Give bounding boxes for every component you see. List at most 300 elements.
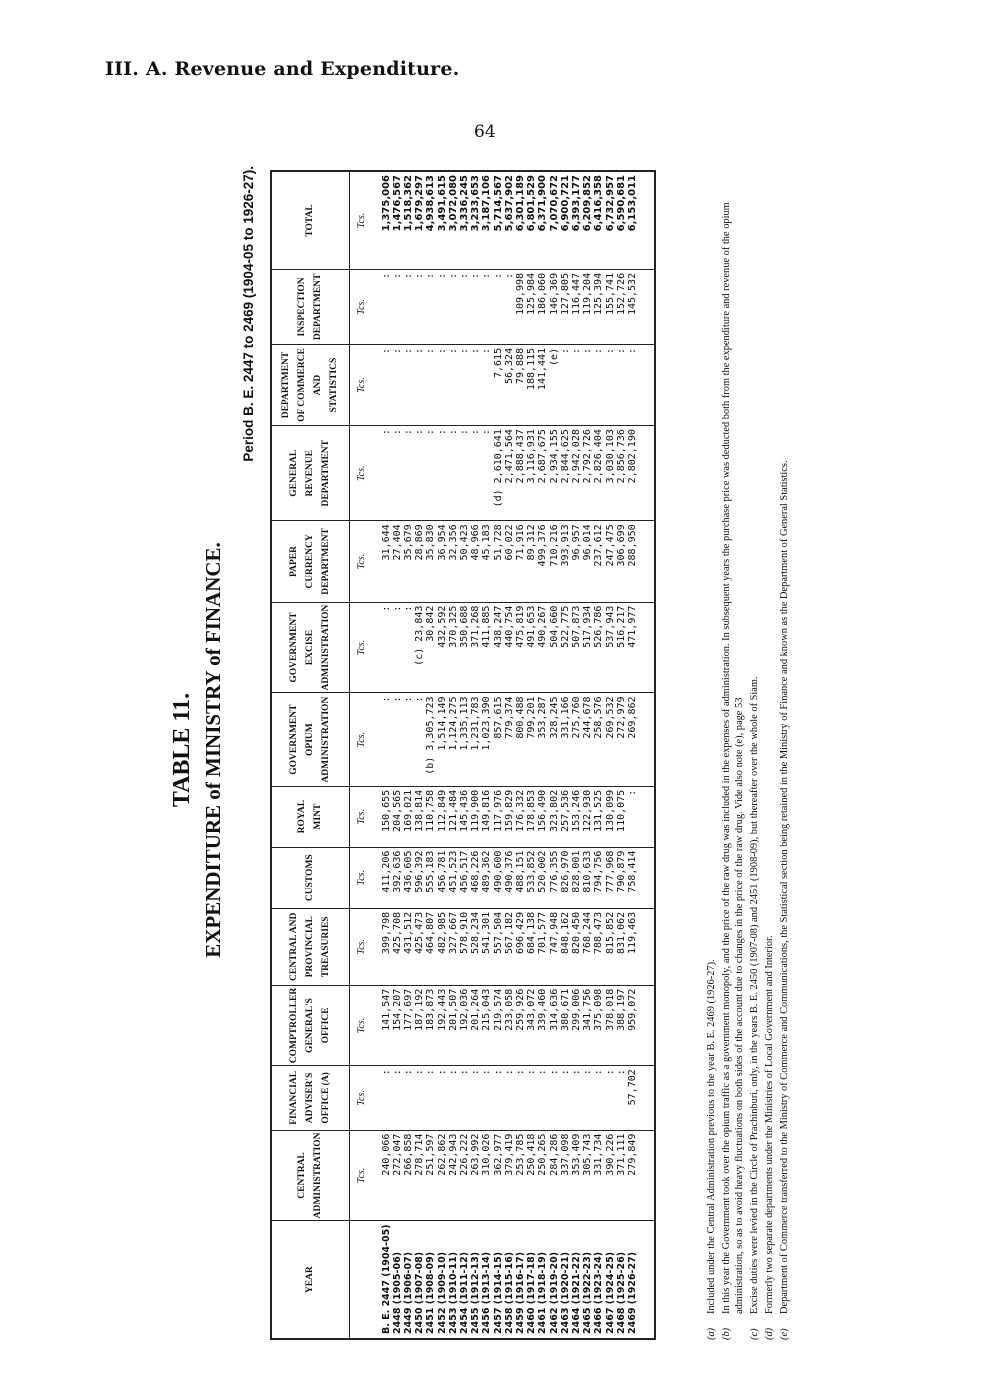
table-row [571,171,582,1339]
total-cell: 6,371,900 [537,171,548,269]
value-cell: 3,030,103 [605,426,616,521]
value-cell: (c) 23,843 [414,602,425,693]
year-cell: 2464 (1921-22) [571,1221,582,1339]
value-cell: 794,756 [593,847,604,908]
value-cell: : [448,344,459,425]
value-cell: 247,475 [605,521,616,602]
footnote-text: Included under the Central Administration previous to the year B. E. 2469 (1926-27). [706,959,717,1314]
year-cell: 2457 (1914-15) [493,1221,504,1339]
total-cell: 4,938,613 [425,171,436,269]
value-cell: : [593,1066,604,1130]
value-cell: 380,671 [560,985,571,1065]
column-header: FINANCIAL ADVISER'S OFFICE (A) [271,1066,349,1130]
value-cell: 337,098 [560,1130,571,1221]
value-cell: 520,002 [537,847,548,908]
footnote-text: Department of Commerce transferred to the Ministry of Commerce and Communications, the Statistical section being retained in the Ministry of Finance and known as the Department of General Statistics. [779,460,790,1314]
spacer-cell [638,602,655,693]
spacer-cell [638,171,655,269]
value-cell: 269,862 [627,693,638,786]
year-cell: 2461 (1918-19) [537,1221,548,1339]
value-cell: 269,532 [605,693,616,786]
value-cell: : [560,1066,571,1130]
value-cell: 226,222 [459,1130,470,1221]
value-cell: : [392,1066,403,1130]
value-cell: 127,805 [560,269,571,344]
value-cell: : [381,426,392,521]
value-cell: 201,507 [448,985,459,1065]
value-cell: 141,547 [381,985,392,1065]
value-cell: 790,879 [616,847,627,908]
total-cell: 7,070,672 [549,171,560,269]
value-cell: 35,679 [403,521,414,602]
year-cell: 2449 (1906-07) [403,1221,414,1339]
unit-cell: Tcs. [349,171,381,269]
value-cell: : [593,344,604,425]
value-cell: 27,404 [392,521,403,602]
value-cell: : [392,344,403,425]
value-cell: 350,688 [459,602,470,693]
value-cell: 57,702 [627,1066,638,1130]
year-cell: 2462 (1919-20) [549,1221,560,1339]
year-cell: 2453 (1910-11) [448,1221,459,1339]
value-cell: 125,394 [593,269,604,344]
column-header: TOTAL [271,171,349,269]
value-cell: 431,512 [403,908,414,985]
value-cell: 800,488 [515,693,526,786]
value-cell: 411,206 [381,847,392,908]
total-cell: 3,491,615 [437,171,448,269]
value-cell: : [481,344,492,425]
value-cell: 119,204 [582,269,593,344]
value-cell: : [537,1066,548,1130]
value-cell: 2,856,736 [616,426,627,521]
value-cell: 826,970 [560,847,571,908]
value-cell: : [481,426,492,521]
value-cell: 331,166 [560,693,571,786]
value-cell: 537,943 [605,602,616,693]
value-cell: 156,490 [537,786,548,847]
footnote [778,170,791,1340]
value-cell: 237,612 [593,521,604,602]
value-cell: (d) 2,610,641 [493,426,504,521]
value-cell: : [504,1066,515,1130]
value-cell: 810,633 [582,847,593,908]
value-cell: : [605,1066,616,1130]
value-cell: : [392,602,403,693]
column-header: ROYAL MINT [271,786,349,847]
value-cell: 578,910 [459,908,470,985]
column-header: GOVERNMENT OPIUM ADMINISTRATION [271,693,349,786]
value-cell: 456,517 [459,847,470,908]
table-row [403,171,414,1339]
value-cell: : [425,426,436,521]
unit-row [349,171,381,1339]
footnote [763,170,776,1340]
value-cell: 51,728 [493,521,504,602]
unit-cell: Tcs. [349,693,381,786]
value-cell: 432,592 [437,602,448,693]
value-cell: 517,934 [582,602,593,693]
total-cell: 1,476,567 [392,171,403,269]
value-cell: 240,066 [381,1130,392,1221]
value-cell: 341,756 [582,985,593,1065]
value-cell: : [582,344,593,425]
value-cell: 768,244 [582,908,593,985]
value-cell: 169,021 [403,786,414,847]
value-cell: 701,577 [537,908,548,985]
table-row [582,171,593,1339]
value-cell: 2,471,564 [504,426,515,521]
value-cell: 215,043 [481,985,492,1065]
value-cell: 820,450 [571,908,582,985]
table-row [549,171,560,1339]
table-row [493,171,504,1339]
year-cell: 2468 (1925-26) [616,1221,627,1339]
rotated-table-page [145,160,865,1340]
value-cell: 390,226 [605,1130,616,1221]
value-cell: 253,785 [515,1130,526,1221]
value-cell: 343,072 [526,985,537,1065]
value-cell: 284,286 [549,1130,560,1221]
value-cell: 491,653 [526,602,537,693]
value-cell: : [403,269,414,344]
value-cell: 176,332 [515,786,526,847]
value-cell: 499,376 [537,521,548,602]
value-cell: 2,934,155 [549,426,560,521]
table-bottom-spacer [638,171,655,1339]
column-header: CENTRAL AND PROVINCIAL TREASURIES [271,908,349,985]
value-cell: : [481,1066,492,1130]
value-cell: 79,888 [515,344,526,425]
value-cell: 146,369 [549,269,560,344]
column-header: DEPARTMENT OF COMMERCE AND STATISTICS [271,344,349,425]
value-cell: 96,014 [582,521,593,602]
value-cell: 596,392 [414,847,425,908]
table-row [392,171,403,1339]
value-cell: 331,734 [593,1130,604,1221]
year-cell: 2459 (1916-17) [515,1221,526,1339]
value-cell: : [493,269,504,344]
value-cell: 828,001 [571,847,582,908]
value-cell: 96,957 [571,521,582,602]
value-cell: : [414,344,425,425]
value-cell: 533,852 [526,847,537,908]
value-cell: 488,151 [515,847,526,908]
unit-cell: Tcs. [349,1130,381,1221]
value-cell: : [481,269,492,344]
unit-cell: Tcs. [349,344,381,425]
total-cell: 5,637,902 [504,171,515,269]
value-cell: 2,826,404 [593,426,604,521]
spacer-cell [638,1221,655,1339]
value-cell: : [403,1066,414,1130]
value-cell: 353,409 [571,1130,582,1221]
value-cell: 475,819 [515,602,526,693]
table-row [437,171,448,1339]
value-cell: 848,162 [560,908,571,985]
value-cell: 154,207 [392,985,403,1065]
value-cell: 779,374 [504,693,515,786]
value-cell: 425,473 [414,908,425,985]
value-cell: 306,699 [616,521,627,602]
value-cell: 557,504 [493,908,504,985]
value-cell: 116,447 [571,269,582,344]
total-cell: 6,801,529 [526,171,537,269]
value-cell: 399,798 [381,908,392,985]
value-cell: : [403,426,414,521]
table-row [448,171,459,1339]
value-cell: 305,743 [582,1130,593,1221]
value-cell: : [381,693,392,786]
value-cell: 438,247 [493,602,504,693]
value-cell: 35,830 [425,521,436,602]
value-cell: : [459,344,470,425]
table-row [526,171,537,1339]
table-row [593,171,604,1339]
value-cell: 125,984 [526,269,537,344]
value-cell: : [392,693,403,786]
total-cell: 1,679,297 [414,171,425,269]
unit-cell: Tcs. [349,521,381,602]
value-cell: : [571,344,582,425]
spacer-cell [638,908,655,985]
value-cell: 56,324 [504,344,515,425]
value-cell: 112,849 [437,786,448,847]
value-cell: 371,268 [470,602,481,693]
value-cell: : [437,1066,448,1130]
value-cell: : [515,1066,526,1130]
year-cell: 2458 (1915-16) [504,1221,515,1339]
value-cell: 2,844,625 [560,426,571,521]
value-cell: 2,942,028 [571,426,582,521]
value-cell: 2,802,190 [627,426,638,521]
value-cell: : [381,602,392,693]
value-cell: : [448,1066,459,1130]
total-cell: 6,209,852 [582,171,593,269]
value-cell: 89,312 [526,521,537,602]
total-cell: 3,072,080 [448,171,459,269]
footnote [720,170,746,1340]
year-cell: 2466 (1923-24) [593,1221,604,1339]
value-cell: 451,523 [448,847,459,908]
value-cell: 244,678 [582,693,593,786]
value-cell: : [414,693,425,786]
value-cell: : [616,1066,627,1130]
value-cell: 131,525 [593,786,604,847]
footnote-text: In this year the Government took over the opium traffic as a government monopoly, and the price of the raw drug was included in the expenses of administration. In subsequent years the purchase price was deducted both from the expenditure and revenue of the opium administration, so as to avoid heavy fluctuations on both sides of the account due to changes in the price of the raw drug. Vide also note (e), page 53 [721,202,745,1314]
total-cell: 1,518,362 [403,171,414,269]
value-cell: 490,376 [504,847,515,908]
value-cell: : [493,1066,504,1130]
table-title: TABLE 11. [169,692,195,808]
value-cell: 263,992 [470,1130,481,1221]
value-cell: 516,217 [616,602,627,693]
value-cell: 327,667 [448,908,459,985]
value-cell: 411,885 [481,602,492,693]
unit-cell: Tcs. [349,269,381,344]
value-cell: 541,301 [481,908,492,985]
value-cell: 815,852 [605,908,616,985]
value-cell: : [470,269,481,344]
footnote [705,170,718,1340]
value-cell: 71,916 [515,521,526,602]
value-cell: 242,943 [448,1130,459,1221]
value-cell: : [448,269,459,344]
value-cell: 370,325 [448,602,459,693]
value-cell: 177,697 [403,985,414,1065]
value-cell: 288,950 [627,521,638,602]
value-cell: 2,888,437 [515,426,526,521]
value-cell: 758,414 [627,847,638,908]
value-cell: : [381,269,392,344]
value-cell: 959,072 [627,985,638,1065]
value-cell: : [459,1066,470,1130]
table-row [481,171,492,1339]
year-cell: 2452 (1909-10) [437,1221,448,1339]
column-header: INSPECTION DEPARTMENT [271,269,349,344]
value-cell: 3,116,931 [526,426,537,521]
table-row [537,171,548,1339]
footnote [748,170,761,1340]
value-cell: : [627,786,638,847]
value-cell: 188,115 [526,344,537,425]
value-cell: : [616,344,627,425]
value-cell: 375,098 [593,985,604,1065]
value-cell: : [414,269,425,344]
value-cell: 1,514,149 [437,693,448,786]
footnote-mark: (e) [779,1328,790,1340]
value-cell: : [425,269,436,344]
footnote-text: Formerly two separate departments under the Ministries of Local Government and Interior. [764,935,775,1314]
expenditure-table [270,170,656,1340]
value-cell: (b) 3,305,723 [425,693,436,786]
value-cell: 152,726 [616,269,627,344]
value-cell: 233,058 [504,985,515,1065]
footnotes [705,170,793,1340]
total-cell: 6,732,957 [605,171,616,269]
page-number: 64 [474,122,496,142]
spacer-cell [638,985,655,1065]
value-cell: : [437,426,448,521]
value-cell: 192,443 [437,985,448,1065]
table-row [414,171,425,1339]
table-subtitle: EXPENDITURE of MINISTRY of FINANCE. [201,542,225,958]
value-cell: 504,660 [549,602,560,693]
unit-cell: Tcs. [349,847,381,908]
value-cell: 1,231,783 [470,693,481,786]
table-row [616,171,627,1339]
value-cell: 138,814 [414,786,425,847]
value-cell: 776,355 [549,847,560,908]
table-row [381,171,392,1339]
spacer-cell [638,344,655,425]
value-cell: 50,423 [459,521,470,602]
value-cell: 149,816 [481,786,492,847]
value-cell: 32,356 [448,521,459,602]
total-cell: 6,416,358 [593,171,604,269]
value-cell: 425,708 [392,908,403,985]
value-cell: 314,636 [549,985,560,1065]
value-cell: 2,792,726 [582,426,593,521]
year-cell: 2450 (1907-08) [414,1221,425,1339]
year-cell: 2469 (1926-27) [627,1221,638,1339]
spacer-cell [638,521,655,602]
value-cell: : [448,426,459,521]
value-cell: 468,226 [470,847,481,908]
value-cell: : [605,344,616,425]
value-cell: : [504,269,515,344]
unit-cell: Tcs. [349,602,381,693]
footnote-mark: (b) [721,1327,732,1340]
value-cell: 1,023,390 [481,693,492,786]
value-cell: 30,842 [425,602,436,693]
value-cell: : [414,1066,425,1130]
value-cell: 489,362 [481,847,492,908]
table-row [459,171,470,1339]
value-cell: 278,714 [414,1130,425,1221]
column-header: COMPTROLLER GENERAL'S OFFICE [271,985,349,1065]
value-cell: : [549,1066,560,1130]
period-label: Period B. E. 2447 to 2469 (1904-05 to 1926-27). [241,166,256,462]
value-cell: 507,873 [571,602,582,693]
value-cell: : [381,344,392,425]
value-cell: 436,605 [403,847,414,908]
value-cell: 710,216 [549,521,560,602]
value-cell: 362,977 [493,1130,504,1221]
value-cell: 464,807 [425,908,436,985]
unit-cell: Tcs. [349,786,381,847]
table-row [425,171,436,1339]
spacer-cell [638,1130,655,1221]
footnote-mark: (c) [749,1328,760,1340]
total-cell: 6,900,721 [560,171,571,269]
column-header: CUSTOMS [271,847,349,908]
value-cell: 119,900 [470,786,481,847]
value-cell: 272,979 [616,693,627,786]
value-cell: 555,183 [425,847,436,908]
total-cell: 6,590,681 [616,171,627,269]
value-cell: 201,264 [470,985,481,1065]
value-cell: 153,246 [571,786,582,847]
value-cell: : [470,426,481,521]
column-header: YEAR [271,1221,349,1339]
value-cell: : [470,344,481,425]
value-cell: : [582,1066,593,1130]
value-cell: 857,615 [493,693,504,786]
value-cell: 272,047 [392,1130,403,1221]
value-cell: 456,781 [437,847,448,908]
total-cell: 6,393,177 [571,171,582,269]
value-cell: 1,335,113 [459,693,470,786]
value-cell: 279,849 [627,1130,638,1221]
total-cell: 6,153,011 [627,171,638,269]
year-cell: 2465 (1922-23) [582,1221,593,1339]
total-cell: 5,714,567 [493,171,504,269]
value-cell: : [403,602,414,693]
value-cell: 110,758 [425,786,436,847]
value-cell: 122,930 [582,786,593,847]
value-cell: : [403,693,414,786]
value-cell: 471,977 [627,602,638,693]
table-row [515,171,526,1339]
value-cell: 48,966 [470,521,481,602]
value-cell: 109,998 [515,269,526,344]
value-cell: 393,913 [560,521,571,602]
value-cell: 392,636 [392,847,403,908]
column-header: GOVERNMENT EXCISE ADMINISTRATION [271,602,349,693]
total-cell: 6,301,189 [515,171,526,269]
value-cell: 28,869 [414,521,425,602]
